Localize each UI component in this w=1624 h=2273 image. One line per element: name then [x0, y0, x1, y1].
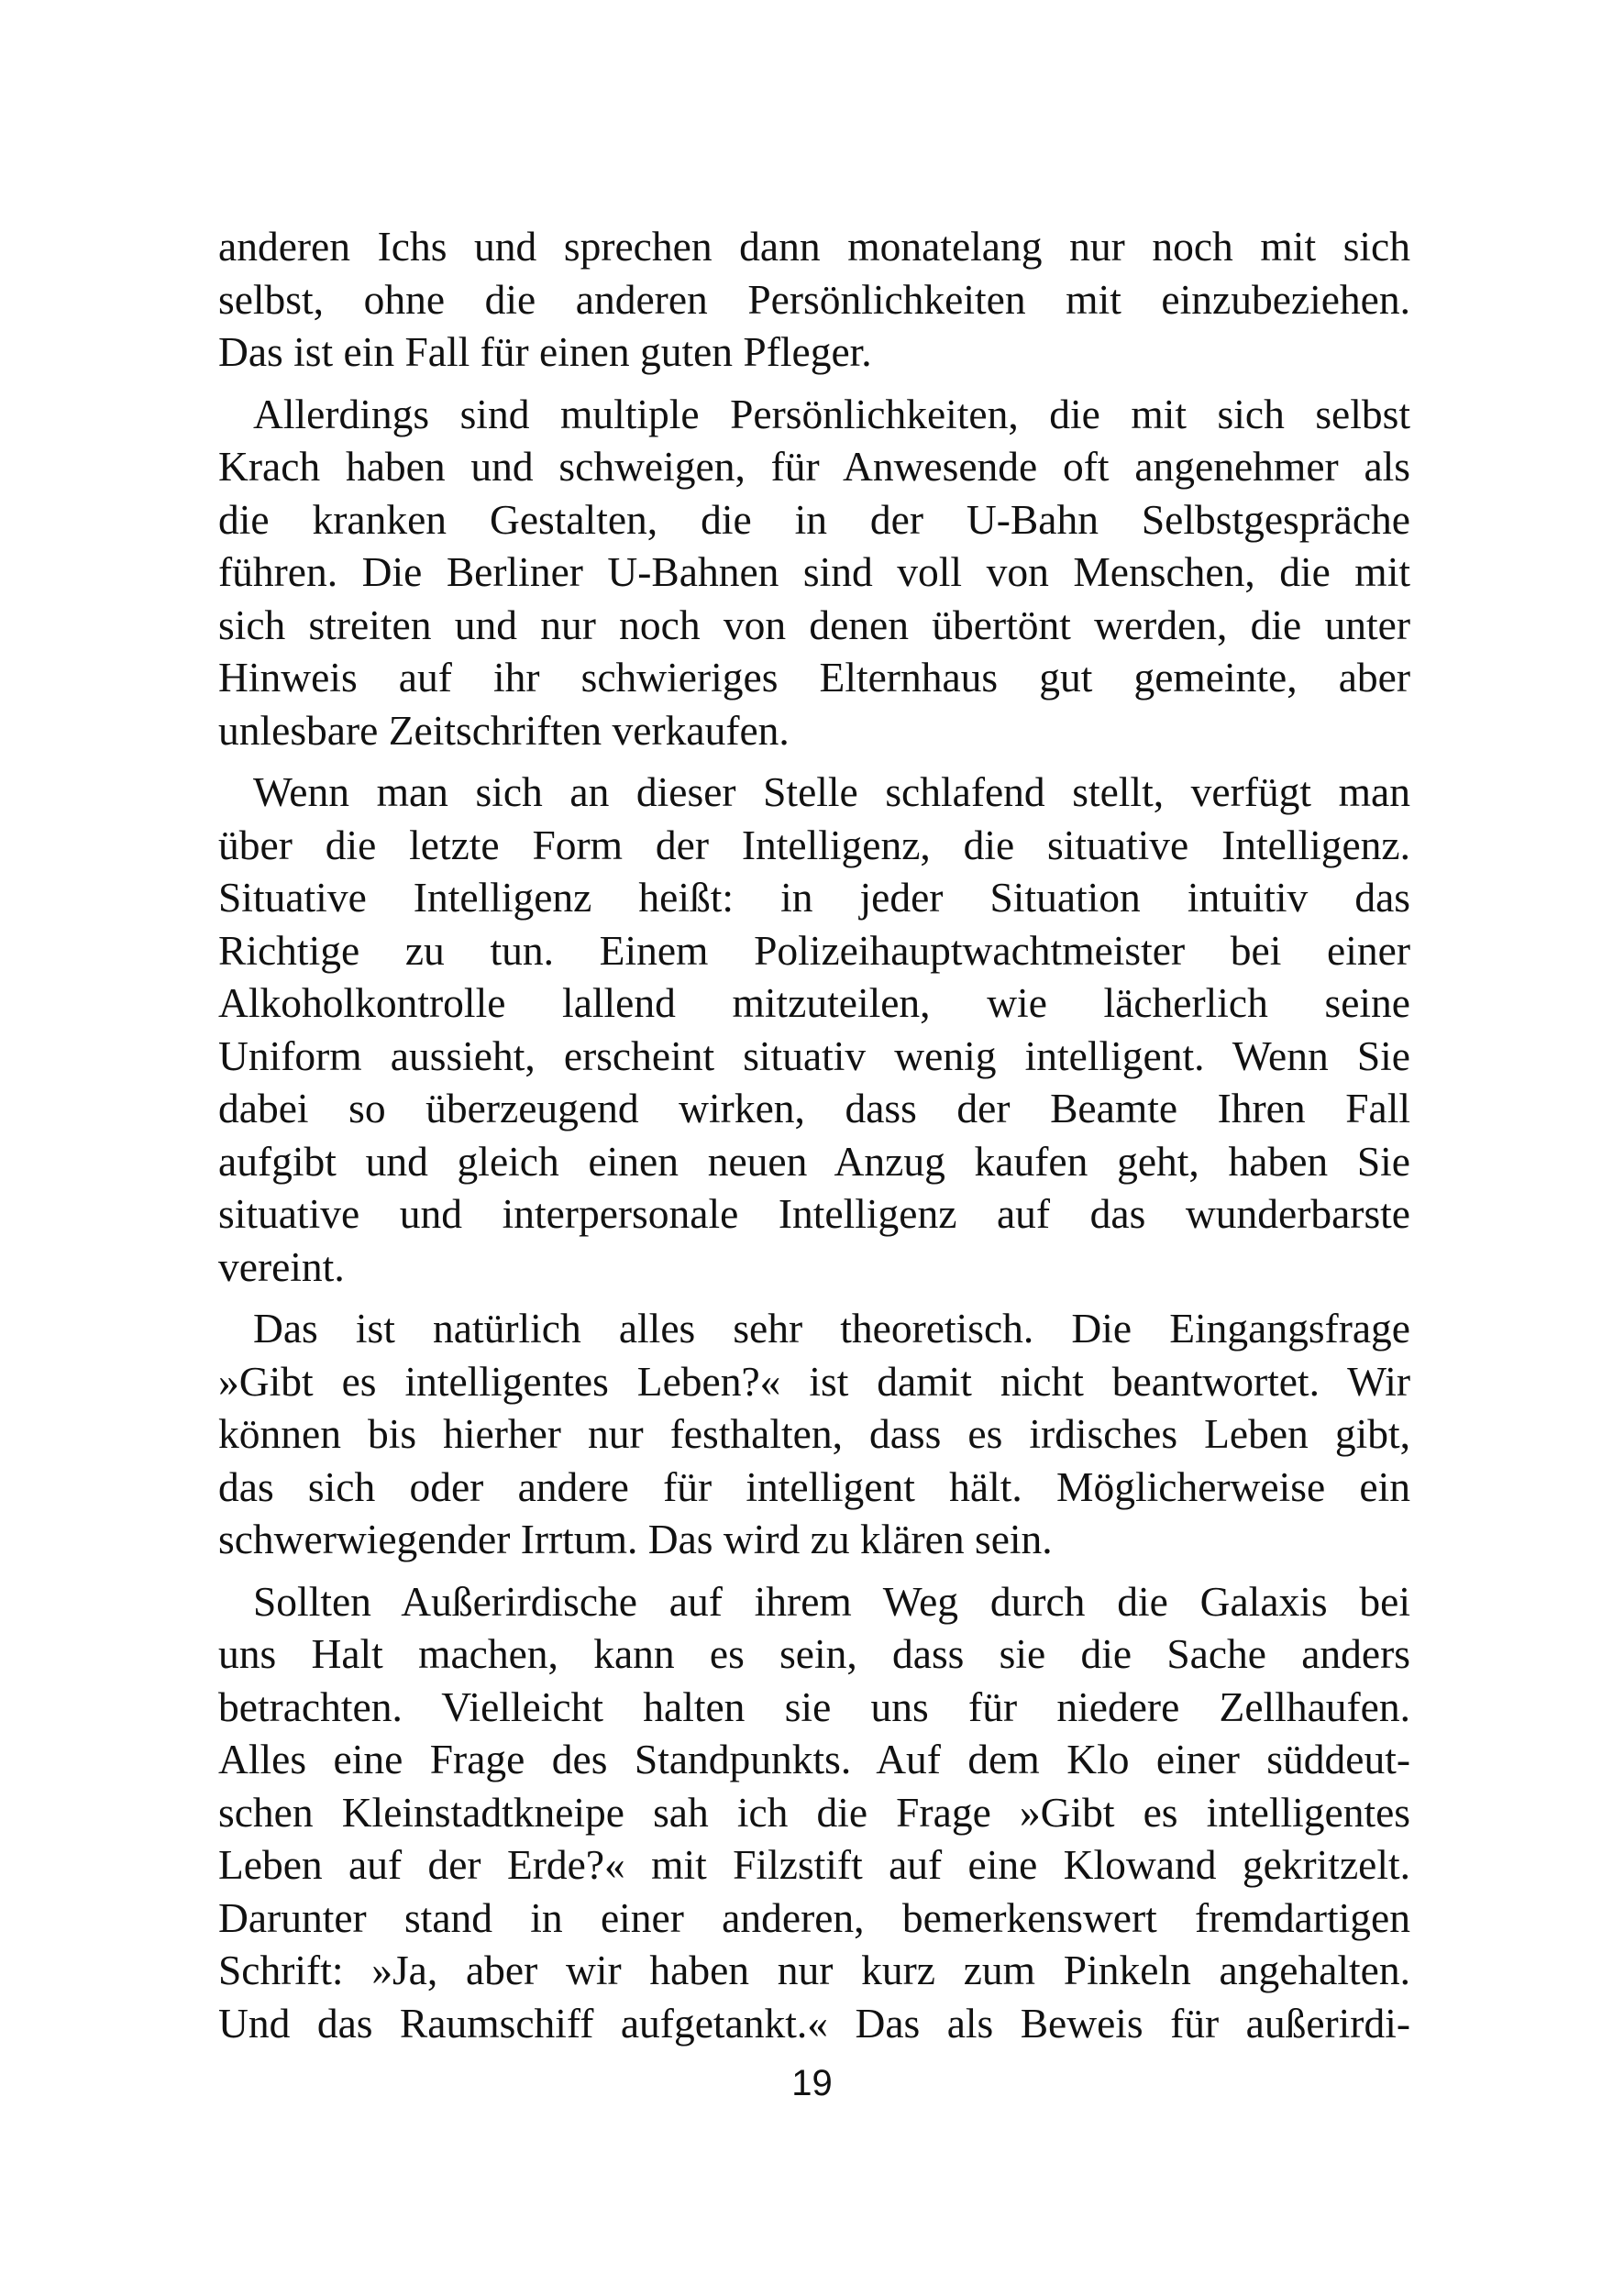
text-line: können bis hierher nur festhalten, dass es irdisches Leben gibt, [218, 1410, 1410, 1457]
text-line: das sich oder andere für intelligent hält. Möglicherweise ein [218, 1462, 1410, 1510]
paragraph [218, 388, 1410, 757]
text-line: Situative Intelligenz heißt: in jeder Situation intuitiv das [218, 874, 1410, 921]
text-line: betrachten. Vielleicht halten sie uns für niedere Zellhaufen. [218, 1683, 1410, 1730]
text-line: selbst, ohne die anderen Persönlichkeiten mit einzubeziehen. [218, 275, 1410, 323]
text-line: Schrift: »Ja, aber wir haben nur kurz zum Pinkeln angehalten. [218, 1947, 1410, 1993]
paragraph [218, 766, 1410, 1293]
text-line: schwerwiegender Irrtum. Das wird zu klären sein. [218, 1516, 1053, 1562]
text-line: unlesbare Zeitschriften verkaufen. [218, 706, 790, 754]
text-line: Richtige zu tun. Einem Polizeihauptwachtmeister bei einer [218, 926, 1410, 974]
text-line: Alles eine Frage des Standpunkts. Auf dem Klo einer süddeut- [218, 1736, 1410, 1782]
text-line: sich streiten und nur noch von denen übertönt werden, die unter [218, 601, 1410, 648]
text-line: vereint. [218, 1242, 345, 1290]
text-line: dabei so überzeugend wirken, dass der Beamte Ihren Fall [218, 1085, 1410, 1131]
text-line: Hinweis auf ihr schwieriges Elternhaus gut gemeinte, aber [218, 654, 1410, 701]
text-line: Und das Raumschiff aufgetankt.« Das als Beweis für außerirdi- [218, 1999, 1410, 2047]
text-line: schen Kleinstadtkneipe sah ich die Frage »Gibt es intelligentes [218, 1788, 1410, 1836]
text-line: Das ist natürlich alles sehr theoretisch. Die Eingangsfrage [253, 1305, 1410, 1352]
text-line: anderen Ichs und sprechen dann monatelang nur noch mit sich [218, 223, 1410, 270]
paragraph [218, 1575, 1410, 2050]
text-line: Wenn man sich an dieser Stelle schlafend stellt, verfügt man [253, 768, 1410, 815]
text-line: Alkoholkontrolle lallend mitzuteilen, wie lächerlich seine [218, 979, 1410, 1026]
text-line: situative und interpersonale Intelligenz auf das wunderbarste [218, 1190, 1410, 1237]
text-line: Allerdings sind multiple Persönlichkeiten, die mit sich selbst [253, 390, 1410, 437]
text-line: Das ist ein Fall für einen guten Pfleger. [218, 328, 872, 375]
text-line: Uniform aussieht, erscheint situativ wenig intelligent. Wenn Sie [218, 1032, 1410, 1079]
body-text [218, 220, 1410, 2049]
text-line: Krach haben und schweigen, für Anwesende oft angenehmer als [218, 443, 1410, 490]
text-line: führen. Die Berliner U-Bahnen sind voll von Menschen, die mit [218, 548, 1410, 595]
paragraph [218, 220, 1410, 379]
text-line: Leben auf der Erde?« mit Filzstift auf eine Klowand gekritzelt. [218, 1841, 1410, 1888]
paragraph [218, 1302, 1410, 1566]
text-line: uns Halt machen, kann es sein, dass sie die Sache anders [218, 1630, 1410, 1677]
page-number: 19 [791, 2063, 833, 2103]
text-line: Darunter stand in einer anderen, bemerkenswert fremdartigen [218, 1893, 1410, 1941]
text-line: Sollten Außerirdische auf ihrem Weg durch die Galaxis bei [253, 1577, 1410, 1625]
text-line: »Gibt es intelligentes Leben?« ist damit nicht beantwortet. Wir [218, 1357, 1410, 1405]
text-line: aufgibt und gleich einen neuen Anzug kaufen geht, haben Sie [218, 1137, 1410, 1185]
text-line: die kranken Gestalten, die in der U-Bahn Selbstgespräche [218, 495, 1410, 543]
text-line: über die letzte Form der Intelligenz, die situative Intelligenz. [218, 821, 1410, 868]
